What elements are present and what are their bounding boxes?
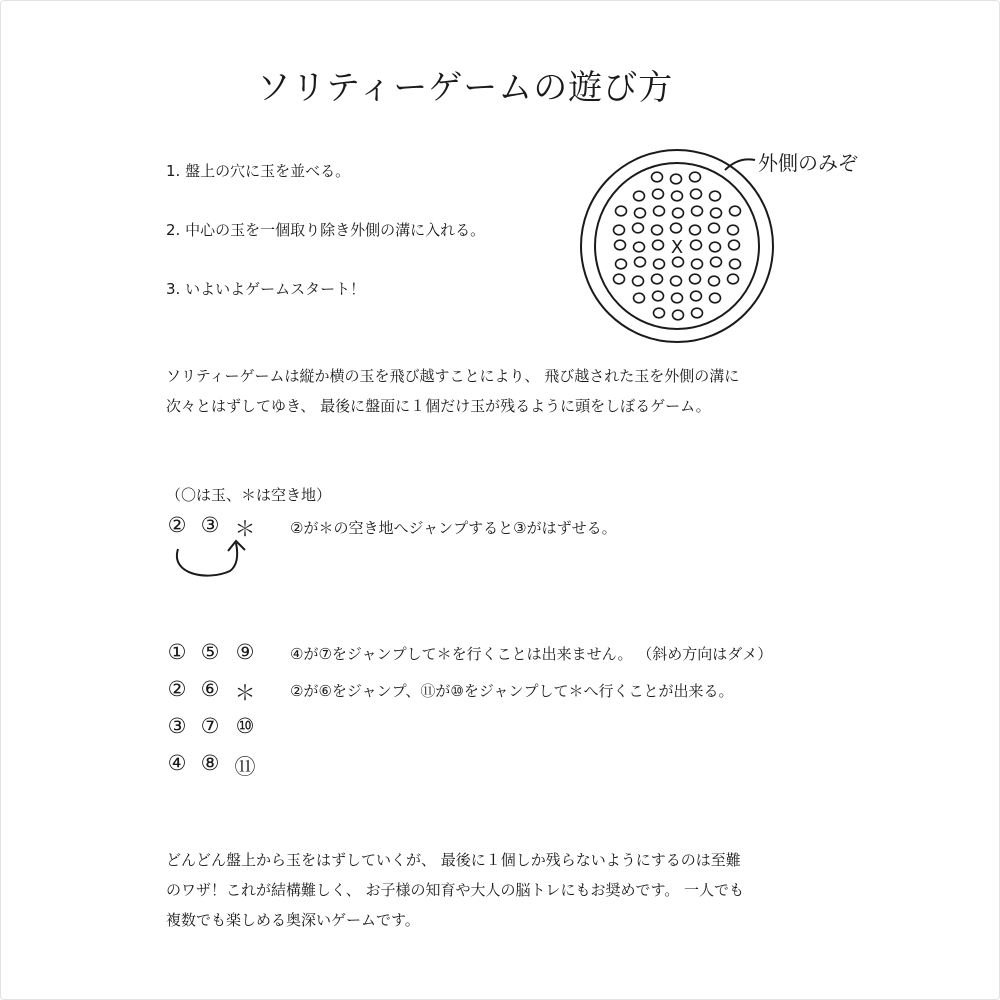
board-hole [615,240,626,250]
board-diagram [575,140,875,360]
board-hole [653,240,664,250]
grid-cell: ⑨ [235,640,255,664]
board-center-mark: X [670,237,684,258]
board-hole [633,223,644,233]
board-hole [673,208,684,218]
step-2: 2. 中心の玉を一個取り除き外側の溝に入れる。 [166,221,486,239]
grid-note-1: ④が⑦をジャンプして＊を行くことは出来ません。 （斜め方向はダメ） [290,645,773,663]
closing-line-3: 複数でも楽しめる奥深いゲームです。 [166,911,420,929]
groove-label: 外側のみぞ [758,151,858,175]
board-hole [652,172,663,182]
board-hole [654,206,665,216]
description-line-1: ソリティーゲームは縦か横の玉を飛び越すことにより、 飛び越された玉を外側の溝に [166,367,740,385]
grid-cell: ⑩ [235,714,255,738]
grid-cell-empty: ＊ [234,681,256,705]
board-hole [711,208,722,218]
board-hole [692,206,703,216]
example1-symbol-3: ③ [200,513,220,537]
board-hole [691,189,702,199]
board-hole [709,223,720,233]
closing-line-2: のワザ！これが結構難しく、 お子様の知育や大人の脳トレにもお奨めです。 一人でも [166,881,745,899]
grid-cell: ⑧ [200,751,220,775]
board-hole [690,225,701,235]
board-hole [728,274,739,284]
grid-cell: ⑪ [234,755,256,779]
grid-note-2: ②が⑥をジャンプ、⑪が⑩をジャンプして＊へ行くことが出来る。 [290,682,734,700]
board-hole [614,274,625,284]
board-hole [690,274,701,284]
step-1: 1. 盤上の穴に玉を並べる。 [166,162,351,180]
board-hole [614,225,625,235]
step-3: 3. いよいよゲームスタート！ [166,280,366,298]
legend-text: （〇は玉、＊は空き地） [166,486,332,504]
grid-cell: ⑥ [200,677,220,701]
board-hole [635,257,646,267]
board-hole [710,191,721,201]
board-hole [672,293,683,303]
grid-cell: ① [167,640,187,664]
board-hole [616,206,627,216]
example1-symbol-empty: ＊ [234,517,256,541]
board-hole [673,310,684,320]
board-hole [634,191,645,201]
board-hole [730,259,741,269]
board-hole [654,308,665,318]
board-hole [709,276,720,286]
board-hole [653,189,664,199]
board-hole [672,191,683,201]
board-hole [730,206,741,216]
board-hole [635,208,646,218]
board-hole [671,174,682,184]
board-hole [652,225,663,235]
example1-text: ②が＊の空き地へジャンプすると③がはずせる。 [290,519,617,537]
board-hole [671,223,682,233]
grid-cell: ⑤ [200,640,220,664]
board-hole [729,240,740,250]
grid-cell: ② [167,677,187,701]
board-hole [652,274,663,284]
example1-symbol-2: ② [167,513,187,537]
board-hole [654,259,665,269]
board-hole [653,291,664,301]
board-hole [690,172,701,182]
board-hole [692,308,703,318]
board-hole [710,242,721,252]
closing-line-1: どんどん盤上から玉をはずしていくが、 最後に１個しか残らないようにするのは至難 [166,851,741,869]
board-hole [673,257,684,267]
board-hole [728,225,739,235]
board-hole [634,242,645,252]
board-hole [691,240,702,250]
board-hole [671,276,682,286]
board-hole [692,259,703,269]
board-hole [634,293,645,303]
page-title: ソリティーゲームの遊び方 [256,68,674,108]
board-hole [633,276,644,286]
board-hole [710,293,721,303]
grid-cell: ③ [167,714,187,738]
grid-cell: ④ [167,751,187,775]
description-line-2: 次々とはずしてゆき、 最後に盤面に１個だけ玉が残るように頭をしぼるゲーム。 [166,397,711,415]
board-hole [691,291,702,301]
grid-cell: ⑦ [200,714,220,738]
board-hole [616,259,627,269]
jump-arrow [168,535,258,585]
board-hole [711,257,722,267]
